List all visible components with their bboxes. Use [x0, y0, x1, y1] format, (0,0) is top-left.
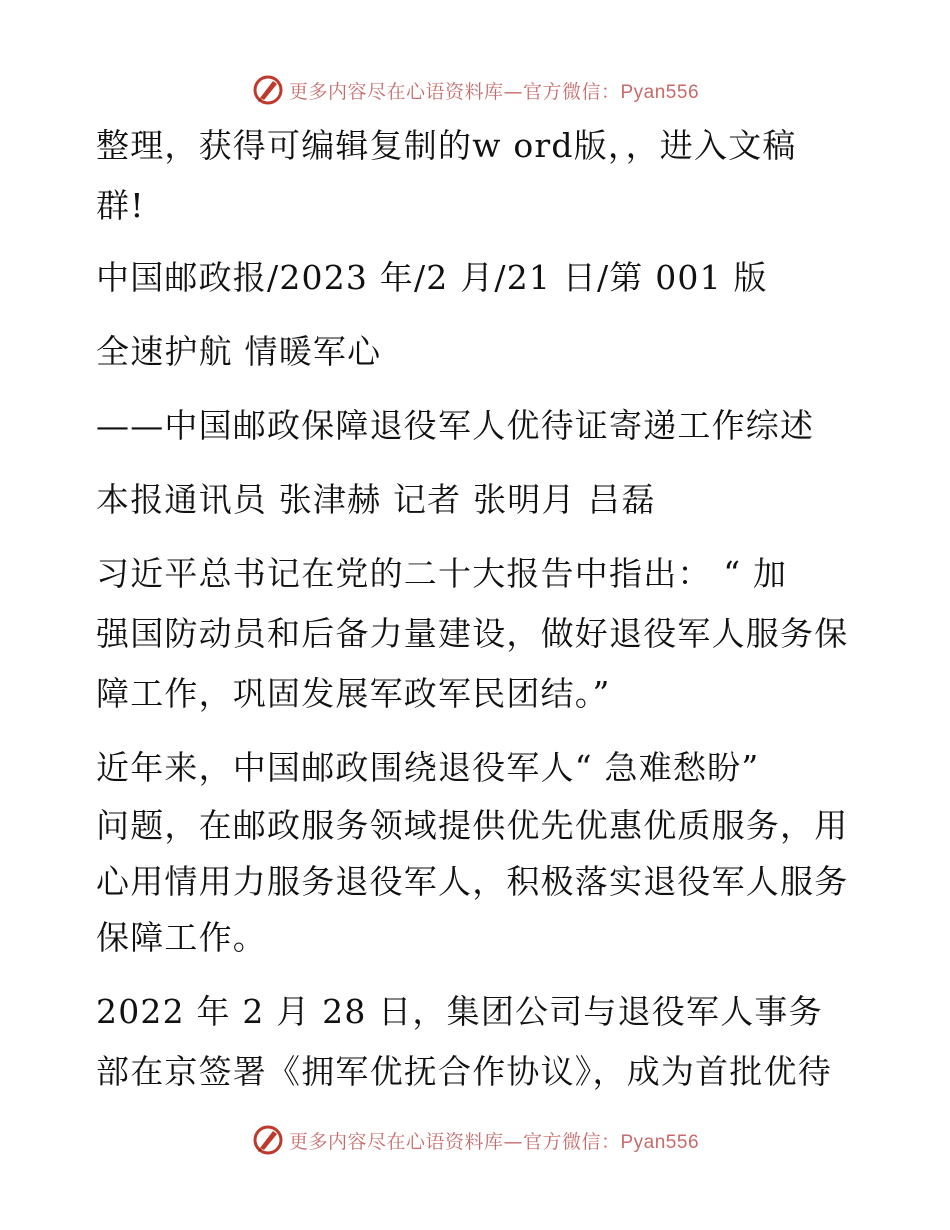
watermark-text-en: Pyan556	[620, 1131, 700, 1153]
text-line: 中国邮政报/2023 年/2 月/21 日/第 001 版	[96, 258, 768, 297]
text-line: 保障工作。	[96, 918, 267, 957]
watermark-footer	[0, 1120, 950, 1160]
text-line: 群!	[96, 186, 145, 225]
text-line: 部在京签署《拥军优抚合作协议》，成为首批优待	[96, 1052, 832, 1091]
text-line: ——中国邮政保障退役军人优待证寄递工作综述	[96, 406, 815, 445]
text-line: 问题，在邮政服务领域提供优先优惠优质服务，用	[96, 806, 849, 845]
watermark-text	[289, 1127, 699, 1154]
watermark-header	[0, 70, 950, 110]
quill-logo-icon	[251, 73, 285, 107]
watermark-text	[289, 77, 699, 104]
text-line: 障工作，巩固发展军政军民团结。”	[96, 674, 611, 713]
text-line: 近年来，中国邮政围绕退役军人“ 急难愁盼”	[96, 748, 760, 787]
text-line: 全速护航 情暖军心	[96, 332, 382, 371]
watermark-text-cn: 更多内容尽在心语资料库—官方微信：	[288, 80, 621, 103]
text-line: 心用情用力服务退役军人，积极落实退役军人服务	[96, 862, 849, 901]
quill-logo-icon	[251, 1123, 285, 1157]
watermark-text-cn: 更多内容尽在心语资料库—官方微信：	[288, 1130, 621, 1153]
text-line: 整理，获得可编辑复制的w ord版，，进入文稿	[96, 126, 797, 165]
text-line: 2022 年 2 月 28 日，集团公司与退役军人事务	[96, 992, 823, 1031]
text-line: 强国防动员和后备力量建设，做好退役军人服务保	[96, 614, 849, 653]
text-line: 习近平总书记在党的二十大报告中指出： “ 加	[96, 554, 788, 593]
watermark-text-en: Pyan556	[620, 81, 700, 103]
text-line: 本报通讯员 张津赫 记者 张明月 吕磊	[96, 480, 656, 519]
